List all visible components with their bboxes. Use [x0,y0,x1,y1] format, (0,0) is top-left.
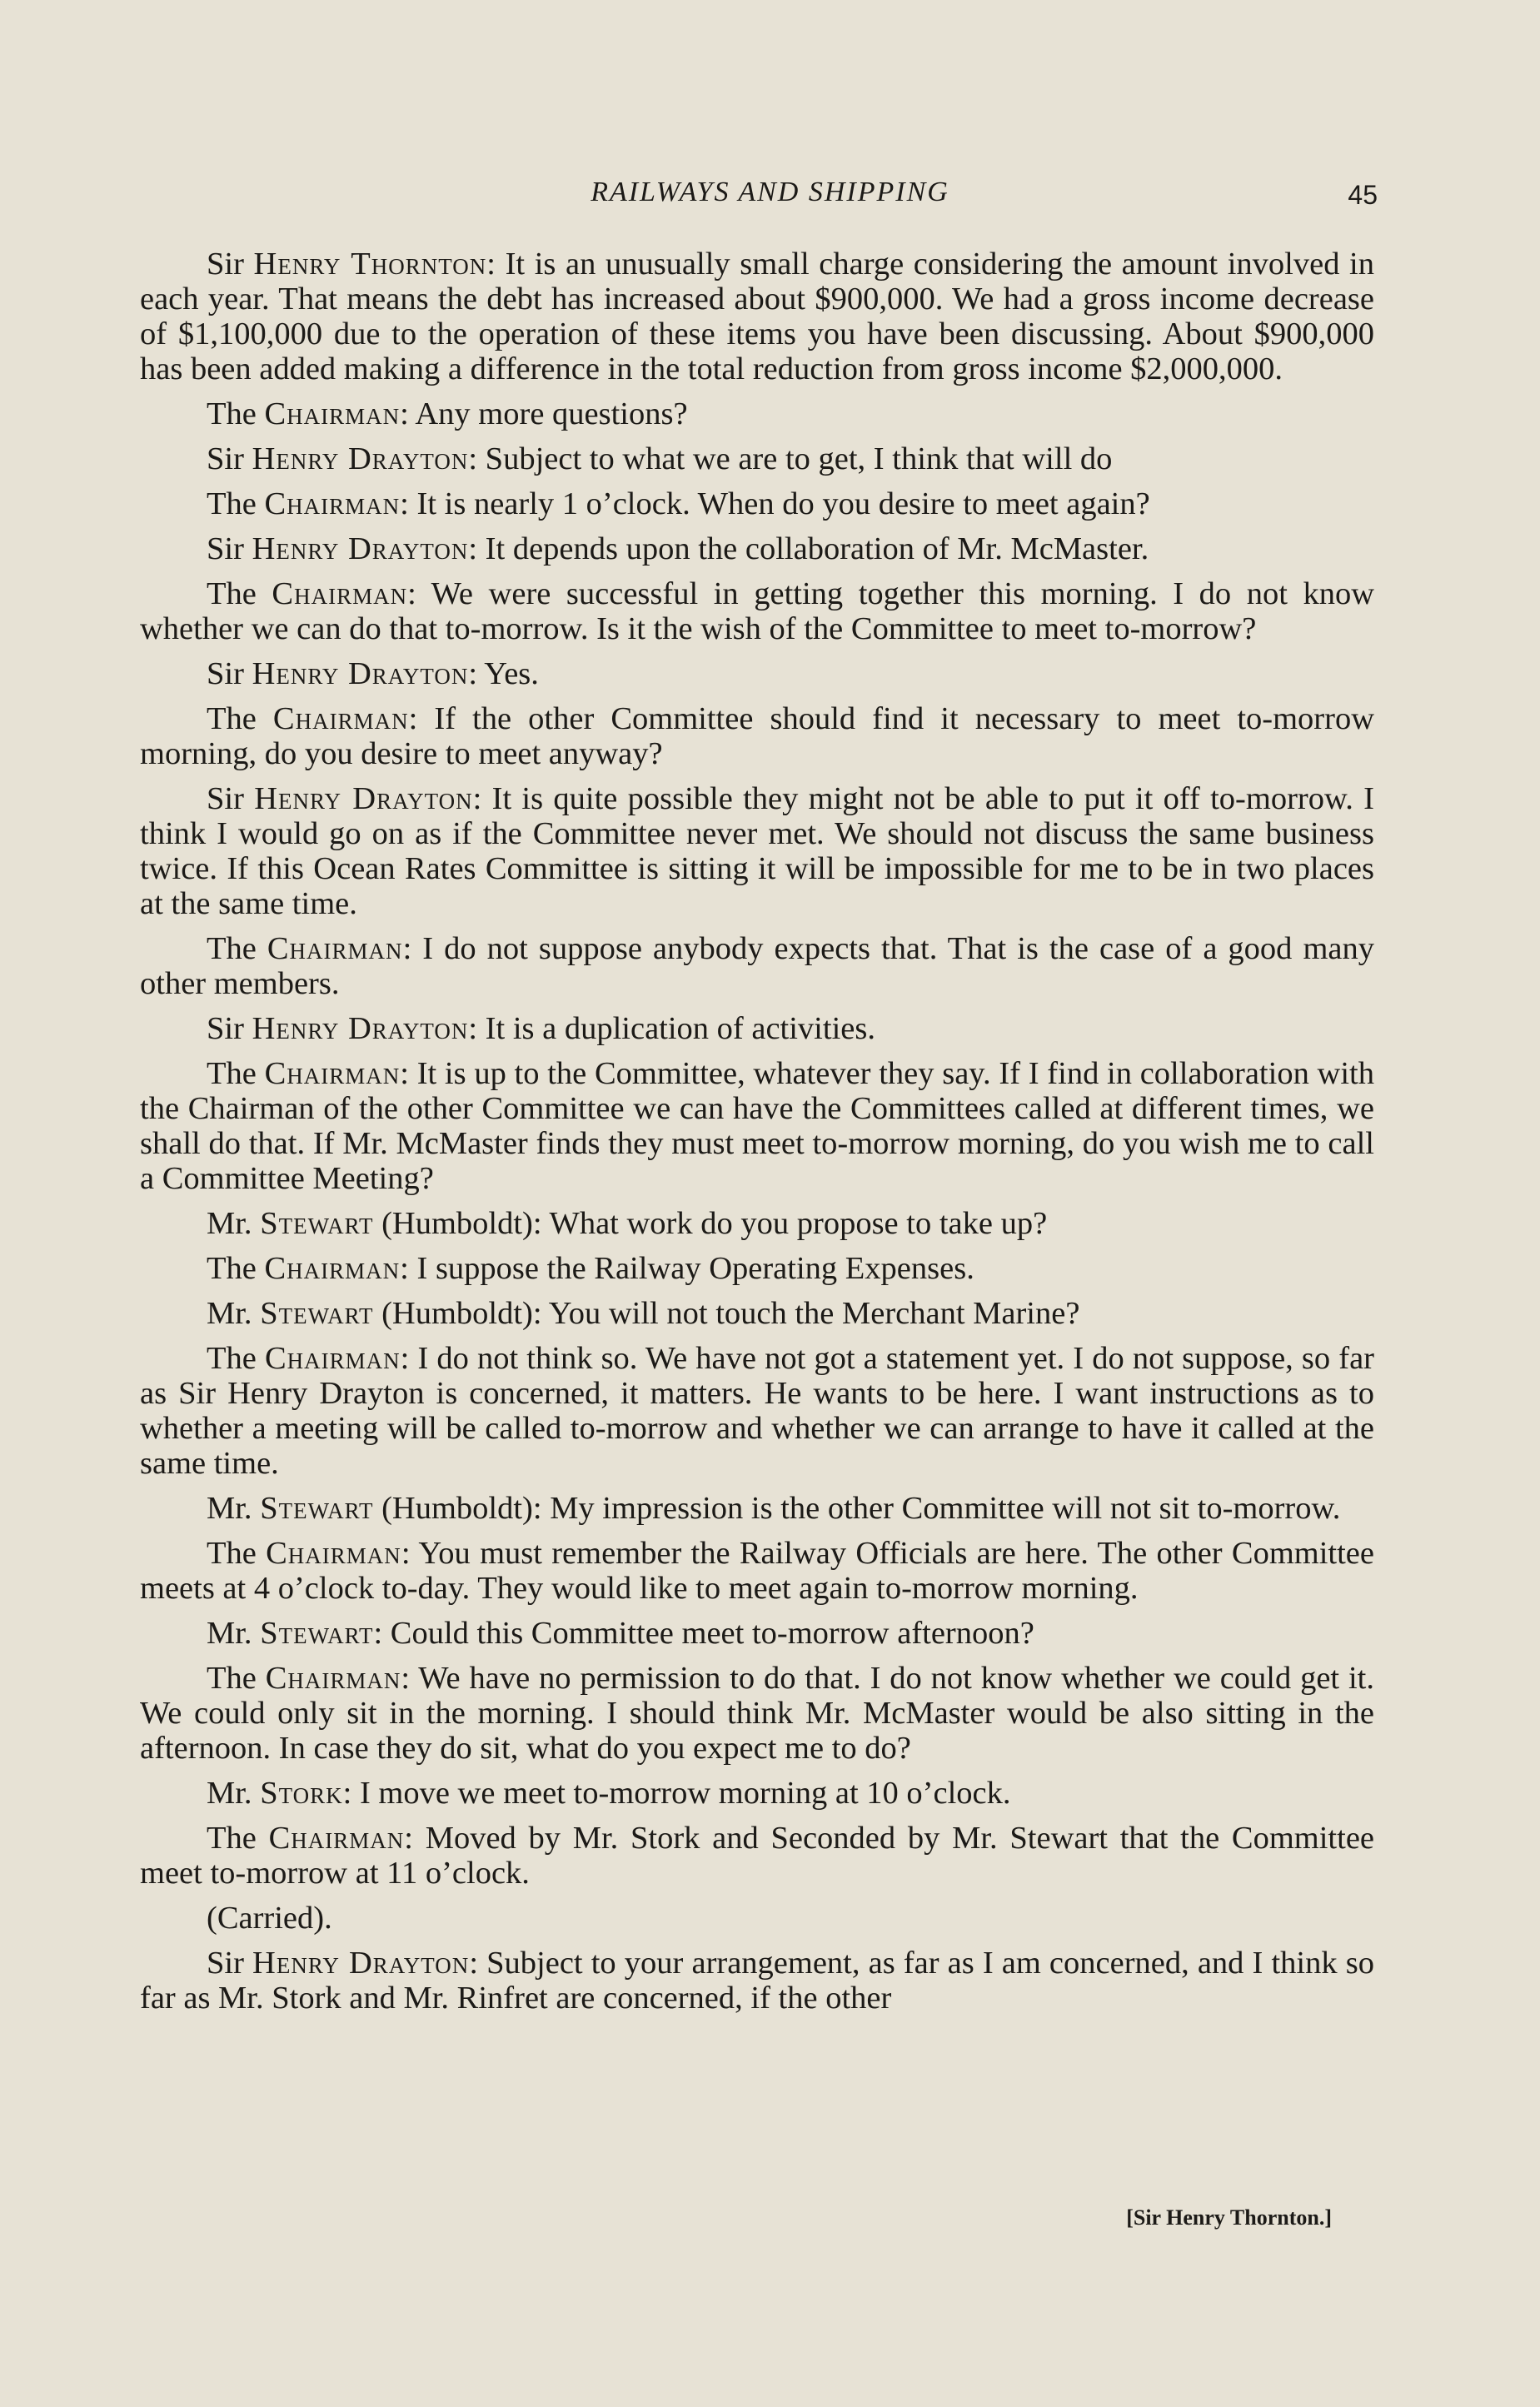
paragraph-text: I suppose the Railway Operating Expenses. [408,1251,974,1286]
speaker-prefix: The [207,701,273,736]
paragraph [140,1011,1374,1046]
paragraph [140,1056,1374,1196]
paragraph-text: Yes. [477,656,539,691]
paragraph [140,396,1374,431]
speaker-name: Stewart [260,1296,374,1331]
speaker-name: Henry Drayton [252,441,469,476]
paragraph-text: You will not touch the Merchant Marine? [541,1296,1080,1331]
speaker-suffix: : [468,1011,478,1046]
speaker-name: Henry Drayton [252,531,469,566]
speaker-suffix: : [402,931,412,966]
speaker-name: Chairman [266,1536,401,1571]
speaker-prefix: Sir [207,247,254,282]
speaker-prefix: Sir [207,656,252,691]
speaker-name: Chairman [272,576,408,611]
speaker-prefix: The [207,1661,266,1696]
paragraph [140,531,1374,566]
speaker-suffix: : [400,1251,409,1286]
footer-note: [Sir Henry Thornton.] [1126,2205,1332,2230]
paragraph [140,1296,1374,1331]
speaker-suffix: (Humboldt): [373,1491,542,1526]
speaker-name: Henry Drayton [254,781,473,816]
paragraph-text: It is up to the Committee, whatever they say. If I find in collaboration with the Chairman of the other Committee we can have the Committees called at different times, we shall do that. If Mr. McMaster finds they must meet to-morrow morning, do you wish me to call a Committee Meeting? [140,1056,1374,1196]
paragraph [140,1901,1374,1936]
paragraph [140,486,1374,521]
speaker-name: Stewart [260,1206,374,1241]
paragraph [140,1491,1374,1526]
paragraph [140,1661,1374,1766]
speaker-name: Stewart [260,1616,374,1651]
speaker-prefix: Sir [207,1011,252,1046]
paragraph-text: If the other Committee should find it necessary to meet to-morrow morning, do you desire to meet anyway? [140,701,1374,771]
speaker-prefix: The [207,576,272,611]
speaker-prefix: Mr. [207,1776,261,1811]
speaker-suffix: : [468,441,478,476]
paragraph-text: It is a duplication of activities. [477,1011,875,1046]
paragraph-text: What work do you propose to take up? [541,1206,1048,1241]
paragraph-text: It is nearly 1 o’clock. When do you desire to meet again? [408,486,1150,521]
paragraph-text: Subject to what we are to get, I think that will do [477,441,1113,476]
speaker-suffix: : [401,1536,411,1571]
paragraph [140,576,1374,646]
speaker-prefix: The [207,396,265,431]
paragraph [140,1821,1374,1891]
speaker-suffix: : [401,1661,411,1696]
paragraph-text: It depends upon the collaboration of Mr. McMaster. [477,531,1149,566]
running-title: RAILWAYS AND SHIPPING [591,177,949,207]
speaker-suffix: : [472,781,482,816]
paragraph-text: My impression is the other Committee will not sit to-morrow. [541,1491,1341,1526]
paragraph-text: Any more questions? [408,396,688,431]
speaker-suffix: : [468,531,478,566]
speaker-name: Chairman [264,486,401,521]
paragraph [140,247,1374,386]
speaker-suffix: (Humboldt): [373,1206,542,1241]
paragraph-text: I do not think so. We have not got a statement yet. I do not suppose, so far as Sir Henry Drayton is concerned, it matters. He wants to be here. I want instructions as to whether a meeting will be called to-morrow and whether we can arrange to have it called at the same time. [140,1341,1374,1481]
speaker-name: Chairman [267,931,403,966]
speaker-prefix: The [207,1821,269,1856]
paragraph-text: It is an unusually small charge considering the amount involved in each year. That means the debt has increased about $900,000. We had a gross income decrease of $1,100,000 due to the operation of these items you have been discussing. About $900,000 has been added making a difference in the total reduction from gross income $2,000,000. [140,247,1375,386]
speaker-suffix: : [400,1056,409,1091]
paragraph [140,1251,1374,1286]
speaker-suffix: : [400,1341,410,1376]
speaker-prefix: The [207,486,265,521]
paragraph [140,781,1374,921]
speaker-suffix: (Humboldt): [373,1296,542,1331]
speaker-suffix: : [400,396,409,431]
paragraph-text: You must remember the Railway Officials are here. The other Committee meets at 4 o’clock to-day. They would like to meet again to-morrow morning. [140,1536,1374,1606]
transcript-body [140,247,1374,2026]
paragraph-text: (Carried). [207,1901,332,1936]
speaker-prefix: The [207,1056,265,1091]
paragraph-text: I move we meet to-morrow morning at 10 o’clock. [351,1776,1011,1811]
paragraph [140,1341,1374,1481]
paragraph [140,1616,1374,1651]
speaker-name: Chairman [268,1821,405,1856]
speaker-name: Stewart [260,1491,374,1526]
paragraph [140,1536,1374,1606]
speaker-name: Chairman [272,701,409,736]
speaker-prefix: The [207,1251,265,1286]
speaker-name: Henry Drayton [252,656,469,691]
paragraph-text: We have no permission to do that. I do not know whether we could get it. We could only sit in the morning. I should think Mr. McMaster would be also sitting in the afternoon. In case they do sit, what do you expect me to do? [140,1661,1374,1766]
page-number: 45 [1348,180,1378,210]
speaker-suffix: : [408,701,418,736]
paragraph [140,1206,1374,1241]
speaker-name: Henry Drayton [252,1011,469,1046]
paragraph [140,1776,1374,1811]
speaker-suffix: : [469,1946,479,1981]
paragraph [140,656,1374,691]
speaker-prefix: Sir [207,531,252,566]
speaker-prefix: Sir [207,1946,253,1981]
paragraph-text: I do not suppose anybody expects that. That is the case of a good many other members. [140,931,1374,1001]
speaker-prefix: Mr. [207,1616,261,1651]
speaker-suffix: : [404,1821,413,1856]
speaker-name: Chairman [264,1341,401,1376]
speaker-prefix: The [207,1536,267,1571]
page-header [0,177,1540,218]
paragraph-text: It is quite possible they might not be able to put it off to-morrow. I think I would go on as if the Committee never met. We should not discuss the same business twice. If this Ocean Rates Committee is sitting it will be impossible for me to be in two places at the same time. [140,781,1374,921]
speaker-suffix: : [373,1616,383,1651]
paragraph-text: Could this Committee meet to-morrow afternoon? [382,1616,1034,1651]
speaker-name: Chairman [265,1661,401,1696]
speaker-prefix: The [207,1341,265,1376]
speaker-suffix: : [400,486,409,521]
speaker-prefix: Mr. [207,1491,261,1526]
speaker-suffix: : [486,247,496,282]
speaker-name: Henry Drayton [252,1946,470,1981]
speaker-prefix: Sir [207,441,252,476]
speaker-prefix: Sir [207,781,255,816]
paragraph [140,441,1374,476]
speaker-suffix: : [342,1776,352,1811]
speaker-suffix: : [468,656,478,691]
speaker-name: Henry Thornton [253,247,487,282]
speaker-suffix: : [407,576,416,611]
paragraph-text: Moved by Mr. Stork and Seconded by Mr. Stewart that the Committee meet to-morrow at 11 o’clock. [140,1821,1374,1891]
paragraph-text: Subject to your arrangement, as far as I am concerned, and I think so far as Mr. Stork and Mr. Rinfret are concerned, if the other [140,1946,1374,2016]
speaker-prefix: Mr. [207,1296,261,1331]
speaker-name: Chairman [264,1251,401,1286]
speaker-name: Chairman [264,1056,401,1091]
paragraph [140,1946,1374,2016]
paragraph-text: We were successful in getting together this morning. I do not know whether we can do that to-morrow. Is it the wish of the Committee to meet to-morrow? [140,576,1374,646]
paragraph [140,931,1374,1001]
speaker-prefix: Mr. [207,1206,261,1241]
speaker-prefix: The [207,931,267,966]
paragraph [140,701,1374,771]
speaker-name: Stork [260,1776,343,1811]
speaker-name: Chairman [264,396,401,431]
